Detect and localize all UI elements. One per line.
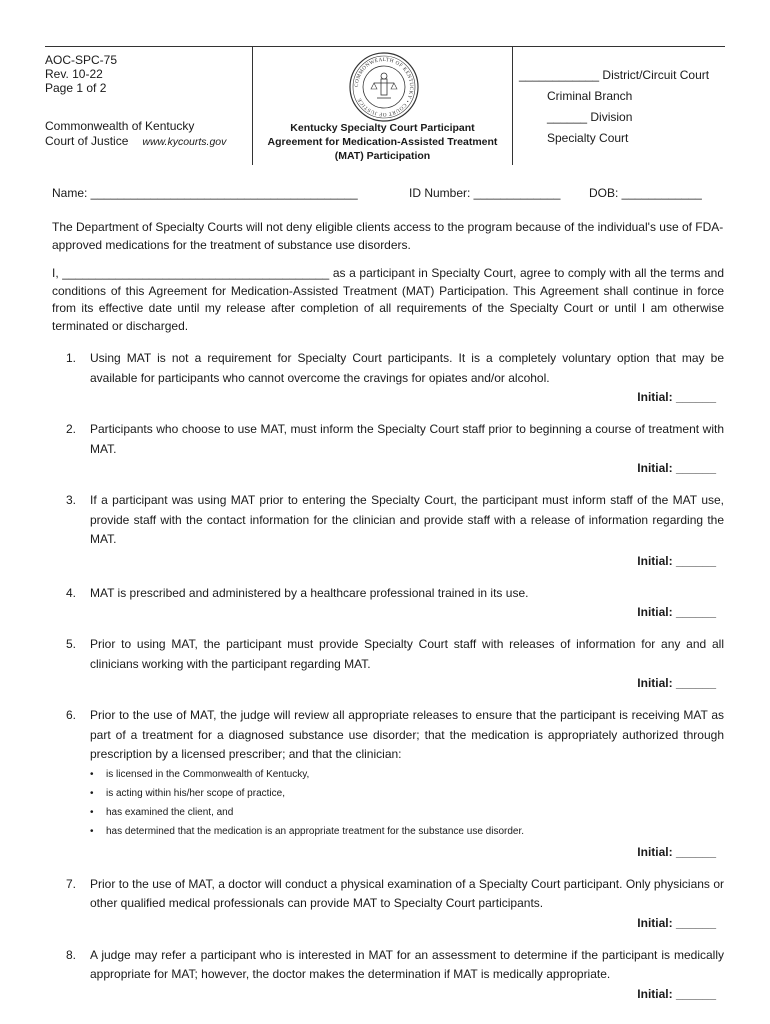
header-left (45, 47, 253, 165)
item-number: 8. (66, 947, 77, 962)
dob-field[interactable]: DOB: ____________ (589, 186, 702, 200)
agreement-item (52, 635, 724, 674)
item-text: Prior to the use of MAT, the judge will review all appropriate releases to ensure that the participant is receiving MAT as part of a treatment for a diagnosed substance use disorder; that the medication is appropriately authorized through prescription by a licensed prescriber; and that the clinician: (90, 708, 724, 761)
svg-text:COMMONWEALTH OF KENTUCKY • COU: COMMONWEALTH OF KENTUCKY • COURT OF JUSTICE (353, 56, 415, 118)
court-seal-icon (348, 51, 420, 123)
title-line-1: Kentucky Specialty Court Participant (290, 122, 475, 134)
item-text: If a participant was using MAT prior to entering the Specialty Court, the participant must inform staff of the MAT use, provide staff with the contact information for the clinician and provide staff with a release of information regarding the MAT. (90, 493, 724, 546)
title-line-2: Agreement for Medication-Assisted Treatment (267, 136, 498, 148)
list-item: • has determined that the medication is an appropriate treatment for the substance use disorder. (90, 822, 724, 841)
item-number: 7. (66, 876, 77, 891)
header-center (253, 47, 512, 165)
court-designation (519, 65, 709, 149)
item-number: 2. (66, 422, 77, 436)
clinician-requirements-list (90, 765, 724, 841)
list-item: • is licensed in the Commonwealth of Kentucky, (90, 765, 724, 784)
item-number: 6. (66, 708, 77, 722)
agreement-paragraph: I, ________________________________________ as a participant in Specialty Court, agree to comply with all the terms and conditions of this Agreement for Medication-Assisted Treatment (MAT) Participation. This Agreement shall continue in force from its effective date until my release after completion of all requirements of the Specialty Court or until I am otherwise terminated or discharged. (52, 266, 724, 333)
item-text: Prior to the use of MAT, a doctor will conduct a physical examination of a Specialty Court participant. Only physicians or other qualified medical professionals can provide MAT to Specialty Court participants. (90, 876, 724, 910)
form-header (45, 46, 725, 164)
agreement-item (52, 946, 724, 985)
agreement-item (52, 584, 724, 604)
item-number: 3. (66, 493, 77, 507)
initial-field[interactable]: Initial: ______ (637, 676, 716, 690)
item-text: Using MAT is not a requirement for Specialty Court participants. It is a completely voluntary option that may be available for participants who cannot overcome the cravings for opiates and/or alcohol. (90, 351, 724, 385)
issuer-block (45, 119, 226, 150)
form-identification (45, 53, 117, 95)
id-number-field[interactable]: ID Number: _____________ (409, 186, 561, 200)
initial-field[interactable]: Initial: ______ (637, 461, 716, 475)
header-right (512, 47, 725, 165)
item-text: Participants who choose to use MAT, must inform the Specialty Court staff prior to beginning a course of treatment with MAT. (90, 422, 724, 456)
form-revision: Rev. 10-22 (45, 67, 103, 81)
branch-label: Criminal Branch (547, 89, 633, 103)
division-field[interactable]: ______ Division (547, 110, 633, 124)
agreement-item (52, 875, 724, 914)
document-title (253, 121, 512, 163)
form-number: AOC-SPC-75 (45, 53, 118, 67)
initial-field[interactable]: Initial: ______ (637, 605, 716, 619)
initial-field[interactable]: Initial: ______ (637, 915, 716, 930)
name-field[interactable]: Name: ________________________________________ (52, 186, 358, 200)
item-number: 4. (66, 585, 77, 600)
agreement-item (52, 420, 724, 459)
website-link[interactable]: www.kycourts.gov (142, 136, 227, 148)
court-type-field[interactable]: ____________ District/Circuit Court (519, 68, 710, 82)
item-text: A judge may refer a participant who is interested in MAT for an assessment to determine if the participant is medically appropriate for MAT; however, the doctor makes the determination if MAT is medically appropriate. (90, 947, 724, 981)
item-text: Prior to using MAT, the participant must provide Specialty Court staff with releases of information for any and all clinicians working with the participant regarding MAT. (90, 637, 724, 671)
initial-field[interactable]: Initial: ______ (637, 553, 716, 568)
intro-paragraph: The Department of Specialty Courts will not deny eligible clients access to the program because of the individual's use of FDA-approved medications for the treatment of substance use disorders. (52, 220, 724, 252)
agreement-item (52, 706, 724, 841)
initial-field[interactable]: Initial: ______ (637, 844, 716, 859)
page-number: Page 1 of 2 (45, 81, 107, 95)
list-item: • is acting within his/her scope of practice, (90, 784, 724, 803)
item-number: 5. (66, 637, 77, 651)
court-name: Court of Justice (45, 134, 129, 148)
item-text: MAT is prescribed and administered by a healthcare professional trained in its use. (90, 585, 529, 600)
commonwealth-name: Commonwealth of Kentucky (45, 119, 195, 133)
initial-field[interactable]: Initial: ______ (637, 986, 716, 1001)
agreement-item (52, 491, 724, 550)
agreement-item (52, 349, 724, 388)
item-number: 1. (66, 351, 77, 365)
title-line-3: (MAT) Participation (334, 150, 431, 162)
initial-field[interactable]: Initial: ______ (637, 390, 716, 404)
specialty-court-label: Specialty Court (547, 131, 629, 145)
court-of-justice-line (45, 134, 226, 150)
agreement-items (52, 349, 724, 1002)
list-item: • has examined the client, and (90, 803, 724, 822)
